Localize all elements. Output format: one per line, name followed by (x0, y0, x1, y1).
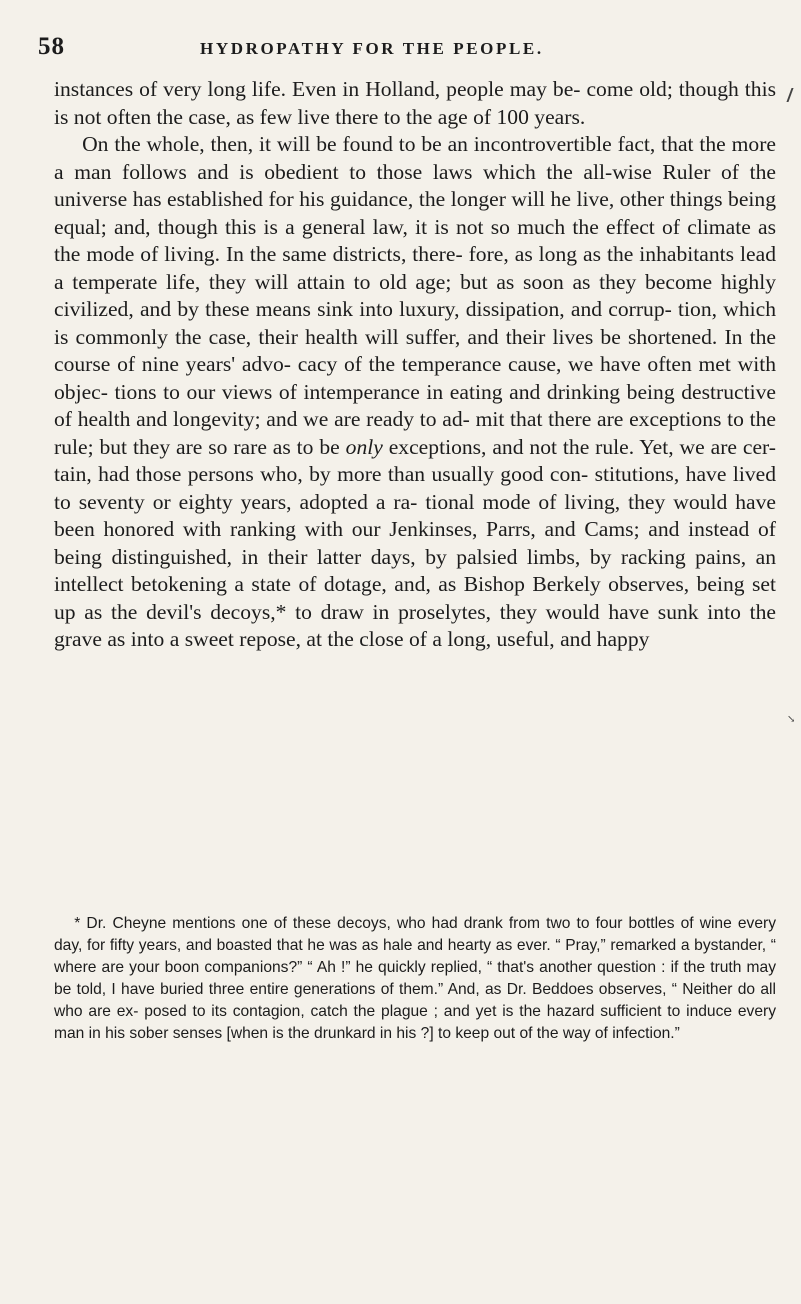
page-number: 58 (38, 33, 65, 60)
paragraph-2-part-b: exceptions, and not the rule. Yet, we are cer- tain, had those persons who, by more than usually good con- stitutions, have lived to seventy or eighty years, adopted a ra- tional mode of living, they would have been honored with ranking with our Jenkinses, Parrs, and Cams; and instead of being distinguished, in their latter days, by palsied limbs, by racking pains, an intellect betokening a state of dotage, and, as Bishop Berkely observes, being set up as the devil's decoys,* to draw in proselytes, they would have sunk into the grave as into a sweet repose, at the close of a long, useful, and happy (54, 434, 776, 651)
page-header (0, 33, 801, 63)
emphasis-only: only (345, 434, 383, 459)
margin-tick-mark: ↘ (787, 714, 796, 725)
paragraph-2 (54, 131, 776, 654)
footnote-text: * Dr. Cheyne mentions one of these decoys, who had drank from two to four bottles of wine every day, for fifty years, and boasted that he was as hale and hearty as ever. “ Pray,” remarked a bystander, “ where are your boon companions?” “ Ah !” he quickly replied, “ that's another question : if the truth may be told, I have buried three entire generations of them.” And, as Dr. Beddoes observes, “ Neither do all who are ex- posed to its contagion, catch the plague ; and yet is the hazard sufficient to induce every man in his sober senses [when is the drunkard in his ?] to keep out of the way of infection.” (54, 915, 776, 1042)
body-text (54, 76, 776, 654)
running-head: HYDROPATHY FOR THE PEOPLE. (200, 39, 544, 58)
paragraph-1: instances of very long life. Even in Holland, people may be- come old; though this is not often the case, as few live there to the age of 100 years. (54, 77, 776, 129)
footnote (54, 913, 776, 1045)
margin-pencil-mark (786, 88, 801, 102)
paragraph-2-part-a: On the whole, then, it will be found to be an incontrovertible fact, that the more a man follows and is obedient to those laws which the all-wise Ruler of the universe has established for his guidance, the longer will he live, other things being equal; and, though this is a general law, it is not so much the effect of climate as the mode of living. In the same districts, there- fore, as long as the inhabitants lead a temperate life, they will attain to old age; but as soon as they become highly civilized, and by these means sink into luxury, dissipation, and corrup- tion, which is commonly the case, their health will suffer, and their lives be shortened. In the course of nine years' advo- cacy of the temperance cause, we have often met with objec- tions to our views of intemperance in eating and drinking being destructive of health and longevity; and we are ready to ad- mit that there are exceptions to the rule; but they are so rare as to be (54, 132, 776, 459)
